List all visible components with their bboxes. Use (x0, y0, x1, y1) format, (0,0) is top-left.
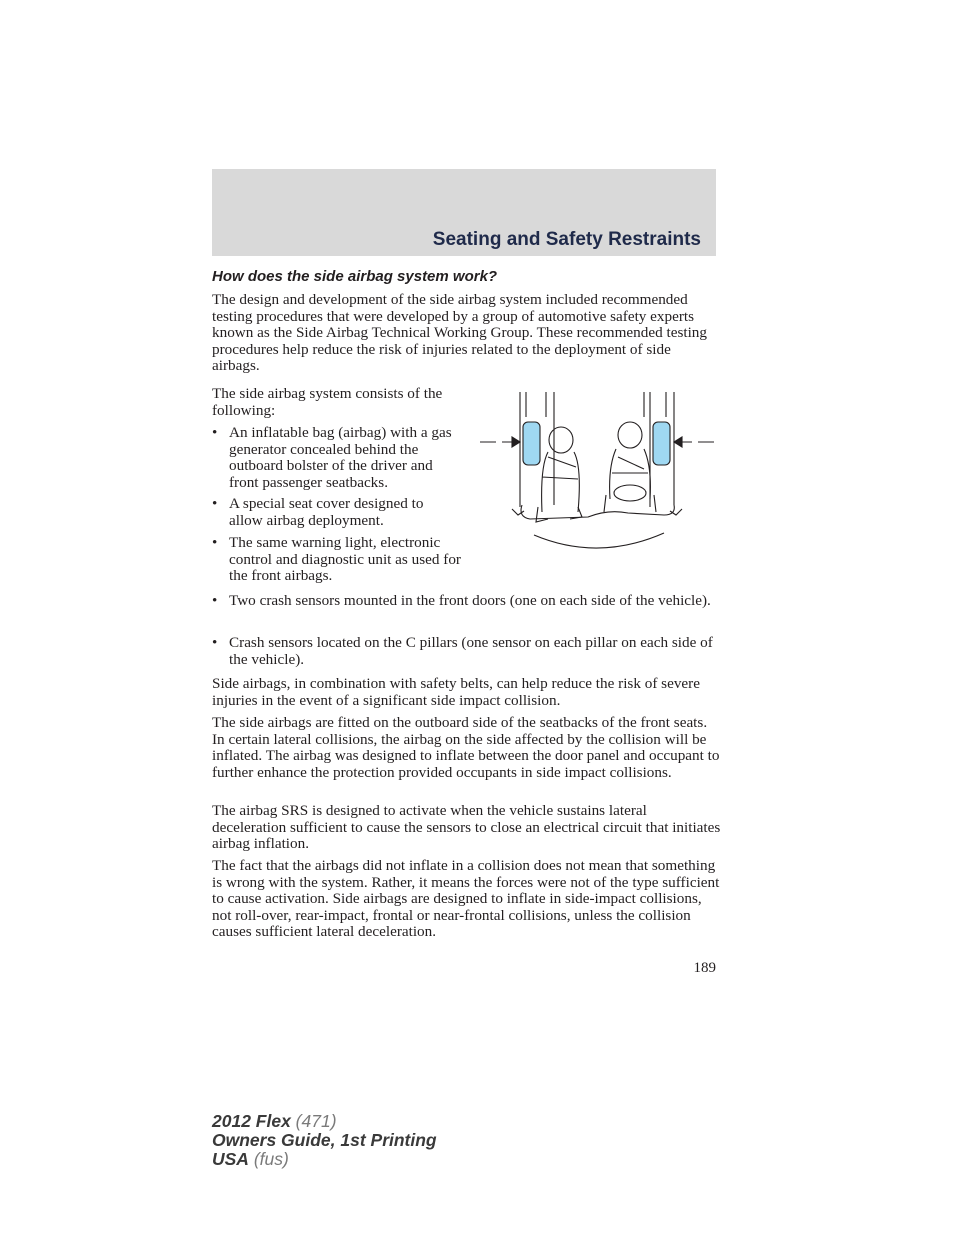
footer-market: USA (212, 1149, 249, 1169)
fitted-paragraph: The side airbags are fitted on the outboard side of the seatbacks of the front seats. In certain lateral collisions, the airbag on the side affected by the collision will be inflated. The airbag was designed to inflate between the door panel and occupant to further enhance the protection provided occupants in side impact collisions. (212, 714, 720, 781)
footer-market-code: (fus) (248, 1149, 289, 1169)
header-band (212, 169, 716, 256)
right-airbag (653, 422, 670, 465)
left-impact-arrow (480, 437, 520, 447)
footer-guide: Owners Guide, 1st Printing (212, 1130, 437, 1150)
side-airbag-illustration (478, 387, 716, 552)
bullet-dot: • (212, 424, 218, 441)
fact-paragraph: The fact that the airbags did not inflate in a collision does not mean that something is wrong with the system. Rather, it means the forces were not of the type sufficient to cause activation. Side airbags are designed to inflate in side-impact collisions, not roll-over, rear-impact, frontal or near-frontal collisions, unless the collision causes sufficient lateral deceleration. (212, 857, 720, 941)
bullet-dot: • (212, 592, 218, 609)
right-impact-arrow (674, 437, 714, 447)
bullet-text: An inflatable bag (airbag) with a gas generator concealed behind the outboard bolster of the driver and front passenger seatbacks. (229, 424, 452, 491)
combination-paragraph: Side airbags, in combination with safety belts, can help reduce the risk of severe injuries in the event of a significant side impact collision. (212, 675, 700, 709)
chapter-title: Seating and Safety Restraints (432, 229, 701, 250)
bullet-dot: • (212, 634, 218, 651)
intro-paragraph: The design and development of the side airbag system included recommended testing procedures that were developed by a group of automotive safety experts known as the Side Airbag Technical Working Group. These recommended testing procedures help reduce the risk of injuries related to the deployment of side airbags. (212, 291, 707, 375)
consists-paragraph: The side airbag system consists of the following: (212, 385, 443, 419)
footer-model: 2012 Flex (212, 1111, 291, 1131)
bullet-text: Two crash sensors mounted in the front doors (one on each side of the vehicle). (229, 592, 711, 609)
srs-paragraph: The airbag SRS is designed to activate when the vehicle sustains lateral deceleration sufficient to cause the sensors to close an electrical circuit that initiates airbag inflation. (212, 802, 721, 853)
right-occupant (604, 422, 656, 512)
bullet-dot: • (212, 534, 218, 551)
seat-cushion-outline (521, 505, 674, 519)
left-occupant (536, 427, 582, 522)
bullet-text: Crash sensors located on the C pillars (one sensor on each pillar on each side of the vehicle). (229, 634, 713, 668)
left-airbag (523, 422, 540, 465)
page-number: 189 (693, 960, 716, 976)
bullet-dot: • (212, 495, 218, 512)
footer-model-code: (471) (290, 1111, 337, 1131)
bullet-text: The same warning light, electronic control and diagnostic unit as used for the front airbags. (229, 534, 461, 585)
dashboard-outline (534, 533, 664, 548)
bullet-text: A special seat cover designed to allow airbag deployment. (229, 495, 424, 529)
print-footer (212, 1112, 437, 1169)
section-heading: How does the side airbag system work? (212, 268, 498, 285)
